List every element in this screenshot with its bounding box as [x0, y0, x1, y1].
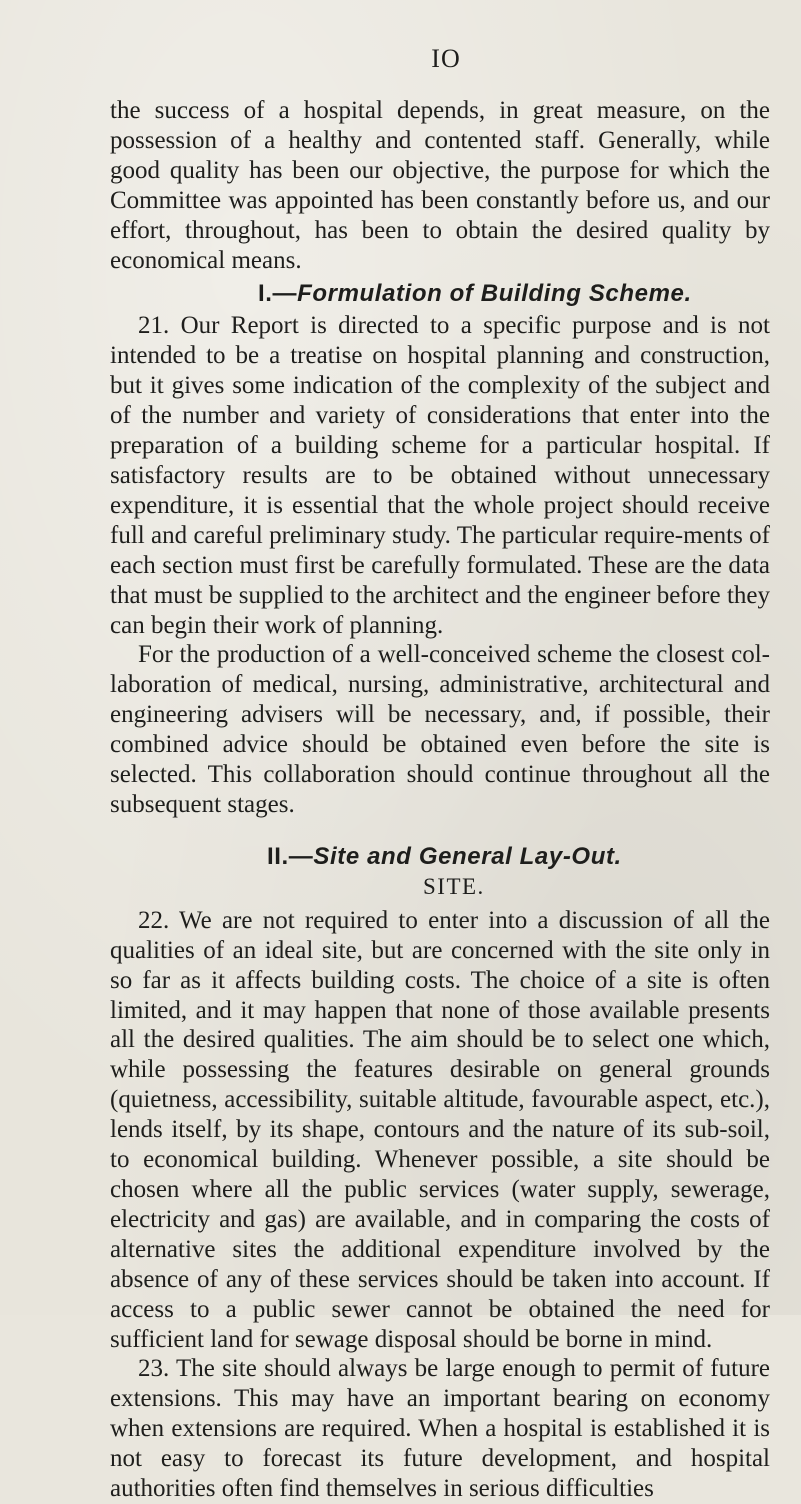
paragraph-23: 23. The site should always be large enough to permit of future extensions. This may have an important bearing on economy when extensions are required. When a hospital is established it is not easy to forecast its future development, and hospital authorities often find themselves in serious difficulties	[110, 1355, 770, 1503]
section-heading-formulation	[110, 279, 770, 309]
page-number: IO	[431, 44, 461, 73]
section-title: Formulation of Building Scheme.	[297, 280, 692, 308]
section-number: II.—	[267, 842, 314, 870]
paragraph-21: 21. Our Report is directed to a specific purpose and is not intended to be a treatise on hospital planning and construction, but it gives some indication of the complexity of the subject and of the number and variety of considerations that enter into the preparation of a building scheme for a particular hospital. If satisfactory results are to be obtained without unnecessary expenditure, it is essential that the whole project should receive full and careful preliminary study. The particular require-ments of each section must first be carefully formulated. These are the data that must be supplied to the architect and the engineer before they can begin their work of planning.	[110, 312, 770, 639]
subheading-site: SITE.	[423, 873, 485, 899]
page-body	[110, 44, 770, 1504]
section-number: I.—	[258, 280, 298, 308]
paragraph-continued: the success of a hospital depends, in great measure, on the possession of a healthy and contented staff. Generally, while good quality has been our objective, the purpose for which the Committee was appointed has been constantly before us, and our effort, throughout, has been to obtain the desired quality by economical means.	[110, 97, 770, 274]
paragraph-22: 22. We are not required to enter into a discussion of all the qualities of an ideal site, but are concerned with the site only in so far as it affects building costs. The choice of a site is often limited, and it may happen that none of those available presents all the desired qualities. The aim should be to select one which, while possessing the features desirable on general grounds (quietness, accessibility, suitable altitude, favourable aspect, etc.), lends itself, by its shape, contours and the nature of its sub-soil, to economical building. Whenever possible, a site should be chosen where all the public services (water supply, sewerage, electricity and gas) are available, and in comparing the costs of alternative sites the additional expenditure involved by the absence of any of these services should be taken into account. If access to a public sewer cannot be obtained the need for sufficient land for sewage disposal should be borne in mind.	[110, 906, 770, 1353]
section-heading-site	[110, 842, 770, 872]
section-title: Site and General Lay-Out.	[313, 842, 622, 870]
paragraph-21-continued: For the production of a well-conceived scheme the closest col-laboration of medical, nursing, administrative, architectural and engineering advisers will be necessary, and, if possible, their combined advice should be obtained even before the site is selected. This collaboration should continue throughout all the subsequent stages.	[110, 641, 770, 818]
